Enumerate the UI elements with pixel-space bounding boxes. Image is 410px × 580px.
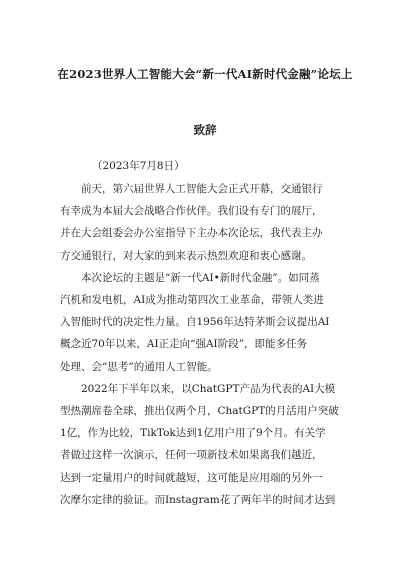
paragraph-line: 前天，第六届世界人工智能大会正式开幕，交通银行 bbox=[81, 183, 323, 195]
paragraph-1 bbox=[60, 178, 364, 267]
document-date: （2023年7月8日） bbox=[92, 160, 185, 172]
paragraph-line: 1亿，作为比较，TikTok达到1亿用户用了9个月。有关学 bbox=[60, 427, 326, 440]
paragraph-line: 处理、会“思考”的通用人工智能。 bbox=[60, 360, 218, 373]
paragraph-line: 型热潮席卷全球，推出仅两个月，ChatGPT的月活用户突破 bbox=[60, 405, 339, 418]
paragraph-line: 有幸成为本届大会战略合作伙伴。我们设有专门的展厅， bbox=[60, 205, 323, 218]
paragraph-line: 并在大会组委会办公室指导下主办本次论坛，我代表主办 bbox=[60, 227, 323, 240]
paragraph-line: 方交通银行，对大家的到来表示热烈欢迎和衷心感谢。 bbox=[60, 249, 312, 262]
paragraph-line: 入智能时代的决定性力量。自1956年达特茅斯会议提出AI bbox=[60, 316, 330, 329]
document-title: 在2023世界人工智能大会“新一代AI新时代金融”论坛上 bbox=[57, 67, 353, 81]
paragraph-line: 次摩尔定律的验证。而Instagram花了两年半的时间才达到 bbox=[60, 493, 336, 506]
paragraph-line: 概念近70年以来，AI正走向“强AI阶段”，即能多任务 bbox=[60, 338, 308, 351]
paragraph-line: 汽机和发电机，AI成为推动第四次工业革命，带领人类进 bbox=[60, 294, 324, 307]
document-body bbox=[60, 178, 364, 511]
paragraph-3 bbox=[60, 378, 364, 511]
paragraph-2 bbox=[60, 267, 364, 378]
paragraph-line: 本次论坛的主题是“新一代AI•新时代金融”。如同蒸 bbox=[81, 271, 320, 284]
paragraph-line: 者做过这样一次演示，任何一项新技术如果离我们越近， bbox=[60, 449, 323, 462]
document-title-continued: 致辞 bbox=[193, 123, 217, 137]
paragraph-line: 2022年下半年以来，以ChatGPT产品为代表的AI大模 bbox=[81, 382, 336, 395]
paragraph-line: 达到一定量用户的时间就越短，这可能是应用端的另外一 bbox=[60, 471, 323, 484]
